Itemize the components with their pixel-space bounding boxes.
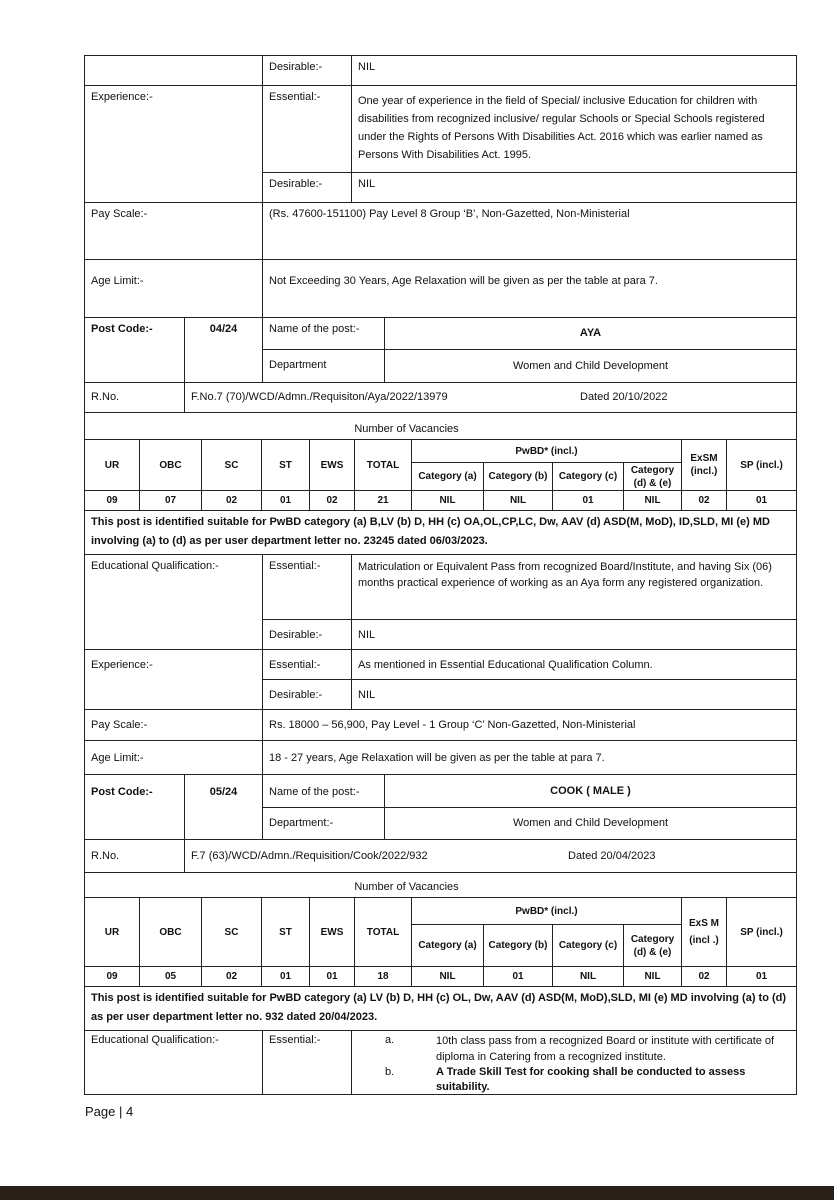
pay-scale-label: Pay Scale:- <box>84 202 263 260</box>
essential-label: Essential:- <box>262 554 352 620</box>
experience-label: Experience:- <box>84 649 263 710</box>
col-cat-a: Category (a) <box>411 924 484 967</box>
col-sc: SC <box>201 439 262 491</box>
rno-dated: Dated 20/10/2022 <box>580 391 668 403</box>
experience-label: Experience:- <box>84 85 263 203</box>
col-pwbd: PwBD* (incl.) <box>411 439 682 463</box>
desirable-value: NIL <box>351 172 797 203</box>
desirable-value: NIL <box>351 55 797 86</box>
col-cat-c: Category (c) <box>552 462 624 491</box>
rno-dated: Dated 20/04/2023 <box>568 850 656 862</box>
post-name: COOK ( MALE ) <box>384 774 797 808</box>
col-total: TOTAL <box>354 439 412 491</box>
col-ur: UR <box>84 439 140 491</box>
rno-value: F.7 (63)/WCD/Admn./Requisition/Cook/2022/932 <box>184 839 797 873</box>
department-value: Women and Child Development <box>384 349 797 383</box>
rno-value: F.No.7 (70)/WCD/Admn./Requisiton/Aya/2022/13979 <box>184 382 797 413</box>
cell: 02 <box>681 966 727 987</box>
col-sc: SC <box>201 897 262 967</box>
desirable-label: Desirable:- <box>262 679 352 710</box>
pay-scale-label: Pay Scale:- <box>84 709 263 741</box>
cell: 02 <box>201 966 262 987</box>
cell: 01 <box>261 966 310 987</box>
cell: 01 <box>552 490 624 511</box>
col-cat-de: Category (d) & (e) <box>623 924 682 967</box>
col-total: TOTAL <box>354 897 412 967</box>
desirable-value: NIL <box>351 619 797 650</box>
experience-text: One year of experience in the field of Special/ inclusive Education for children with disabilities from recognized inclusive/ regular Schools or Special Schools registered under the Rights of Persons With Disabilities Act. 2016 which was earlier named as Persons With Disabilities Act. 1995. <box>351 85 797 173</box>
bottom-bar <box>0 1186 834 1200</box>
post-name-label: Name of the post:- <box>262 774 385 808</box>
desirable-label: Desirable:- <box>262 619 352 650</box>
col-obc: OBC <box>139 897 202 967</box>
post-code: 05/24 <box>184 774 263 840</box>
pwbd-note: This post is identified suitable for PwBD category (a) LV (b) D, HH (c) OL, Dw, AAV (d) ASD(M, MoD),SLD, MI (e) MD involving (a) to (d) as per user department letter no. 932 dated 20/04/2023. <box>84 986 797 1031</box>
age-limit-value: 18 - 27 years, Age Relaxation will be given as per the table at para 7. <box>262 740 797 775</box>
desirable-label: Desirable:- <box>262 172 352 203</box>
cell: NIL <box>623 966 682 987</box>
cell: 05 <box>139 966 202 987</box>
list-item: A Trade Skill Test for cooking shall be conducted to assess suitability. <box>436 1066 746 1093</box>
post-code-label: Post Code:- <box>84 774 185 840</box>
desirable-label: Desirable:- <box>262 55 352 86</box>
cell: 02 <box>309 490 355 511</box>
post-code-label: Post Code:- <box>84 317 185 383</box>
post-name-label: Name of the post:- <box>262 317 385 350</box>
col-cat-de: Category (d) & (e) <box>623 462 682 491</box>
cell: 09 <box>84 490 140 511</box>
cell: 02 <box>201 490 262 511</box>
cell: NIL <box>483 490 553 511</box>
col-cat-b: Category (b) <box>483 462 553 491</box>
col-cat-b: Category (b) <box>483 924 553 967</box>
col-st: ST <box>261 897 310 967</box>
cell: 09 <box>84 966 140 987</box>
col-cat-a: Category (a) <box>411 462 484 491</box>
post-code: 04/24 <box>184 317 263 383</box>
vacancies-title: Number of Vacancies <box>84 412 797 440</box>
col-ews: EWS <box>309 897 355 967</box>
cell: 01 <box>483 966 553 987</box>
department-label: Department <box>262 349 385 383</box>
pwbd-note: This post is identified suitable for PwBD category (a) B,LV (b) D, HH (c) OA,OL,CP,LC, Dw, AAV (d) ASD(M, MoD), ID,SLD, MI (e) MD involving (a) to (d) as per user department letter no. 23245 dated 06/03/2023. <box>84 510 797 555</box>
col-sp: SP (incl.) <box>726 439 797 491</box>
col-pwbd: PwBD* (incl.) <box>411 897 682 925</box>
col-exsm: ExS M (incl .) <box>681 897 727 967</box>
department-label: Department:- <box>262 807 385 840</box>
edu-label: Educational Qualification:- <box>84 1030 263 1095</box>
essential-label: Essential:- <box>262 85 352 173</box>
experience-text: As mentioned in Essential Educational Qualification Column. <box>351 649 797 680</box>
cell: 18 <box>354 966 412 987</box>
cell: 21 <box>354 490 412 511</box>
cell: NIL <box>623 490 682 511</box>
age-limit-value: Not Exceeding 30 Years, Age Relaxation will be given as per the table at para 7. <box>262 259 797 318</box>
col-exsm: ExSM (incl.) <box>681 439 727 491</box>
pay-scale-value: (Rs. 47600-151100) Pay Level 8 Group ‘B’, Non-Gazetted, Non-Ministerial <box>262 202 797 260</box>
list-item: 10th class pass from a recognized Board or institute with certificate of diploma in Catering from a recognized institute. <box>436 1035 775 1063</box>
cell: 01 <box>726 490 797 511</box>
age-limit-label: Age Limit:- <box>84 259 263 318</box>
col-ur: UR <box>84 897 140 967</box>
cell: NIL <box>411 966 484 987</box>
vacancies-title: Number of Vacancies <box>84 872 797 898</box>
pay-scale-value: Rs. 18000 – 56,900, Pay Level - 1 Group ‘C’ Non-Gazetted, Non-Ministerial <box>262 709 797 741</box>
cell: NIL <box>411 490 484 511</box>
cell: 01 <box>726 966 797 987</box>
cell: 01 <box>261 490 310 511</box>
department-value: Women and Child Development <box>384 807 797 840</box>
cell: 01 <box>309 966 355 987</box>
age-limit-label: Age Limit:- <box>84 740 263 775</box>
desirable-value: NIL <box>351 679 797 710</box>
col-ews: EWS <box>309 439 355 491</box>
col-obc: OBC <box>139 439 202 491</box>
col-sp: SP (incl.) <box>726 897 797 967</box>
list-marker: b. <box>385 1066 395 1078</box>
col-cat-c: Category (c) <box>552 924 624 967</box>
cell: 07 <box>139 490 202 511</box>
essential-label: Essential:- <box>262 1030 352 1095</box>
cell: NIL <box>552 966 624 987</box>
essential-label: Essential:- <box>262 649 352 680</box>
list-marker: a. <box>385 1034 395 1046</box>
edu-label: Educational Qualification:- <box>84 554 263 709</box>
col-st: ST <box>261 439 310 491</box>
rno-label: R.No. <box>84 839 185 873</box>
post-name: AYA <box>384 317 797 350</box>
cell: 02 <box>681 490 727 511</box>
rno-label: R.No. <box>84 382 185 413</box>
page-number: Page | 4 <box>85 1104 134 1119</box>
edu-text: Matriculation or Equivalent Pass from recognized Board/Institute, and having Six (06) months practical experience of working as an Aya form any registered organization. <box>351 554 797 620</box>
